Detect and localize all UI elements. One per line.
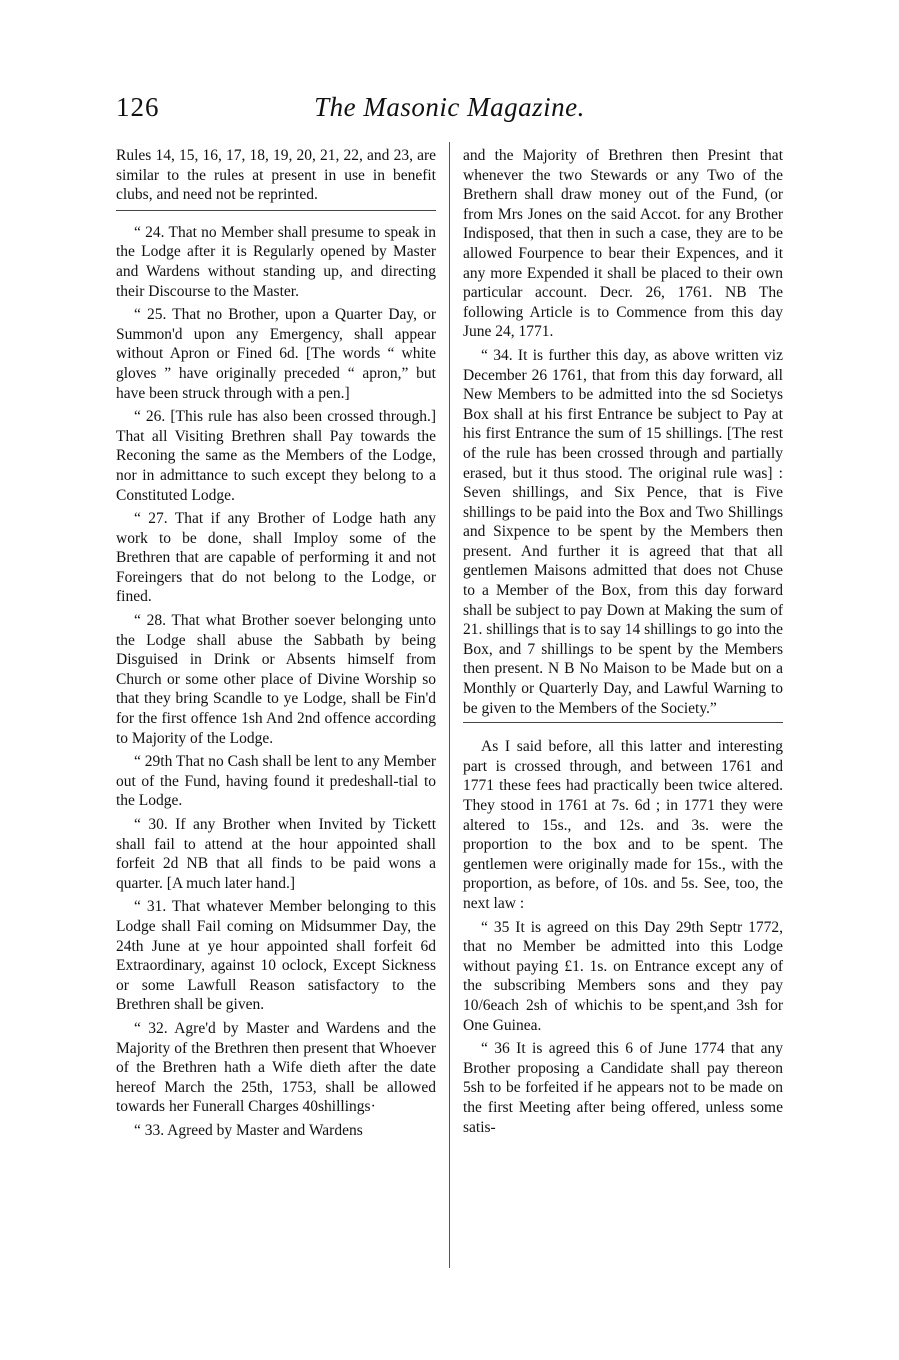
rule-26: “ 26. [This rule has also been crossed through.] That all Visiting Brethren shall Pay towards the Reconing the same as the Members of the Lodge, nor in admittance to such except they belong to a Constituted Lodge. [116,408,436,504]
right-column [463,146,783,1141]
rule-31: “ 31. That whatever Member belonging to this Lodge shall Fail coming on Midsummer Day, the 24th June at ye hour appointed shall forfeit 6d Extraordinary, against 10 oclock, Except Sickness or some Lawfull Reason satisfactory to the Brethren shall be given. [116,898,436,1014]
rule-35: “ 35 It is agreed on this Day 29th Septr 1772, that no Member be admitted into this Lodge without paying £1. 1s. on Entrance except any of the subscribing Members sons and they pay 10/6each 2sh of whichis to be spent,and 3sh for One Guinea. [463,918,783,1034]
rule-36: “ 36 It is agreed this 6 of June 1774 that any Brother proposing a Candidate shall pay thereon 5sh to be forfeited if he appears not to be made on the first Meeting after being offered, unless some satis- [463,1040,783,1136]
rule-29: “ 29th That no Cash shall be lent to any Member out of the Fund, having found it predeshall-tial to the Lodge. [116,753,436,810]
left-column [116,146,436,1145]
rule-32: “ 32. Agre'd by Master and Wardens and the Majority of the Brethren then present that Whoever of the Brethren hath a Wife dieth after the date hereof March the 25th, 1753, shall be allowed towards her Funerall Charges 40shillings· [116,1019,436,1116]
rule-33-continued: and the Majority of Brethren then Presint that whenever the two Stewards or any Two of the Brethern shall draw money out of the Fund, (or from Mrs Jones on the said Accot. for any Brother Indisposed, that then in such a case, they are to be allowed Fourpence to bear their Expences, and it any more Expended it shall be placed to their own particular account. Decr. 26, 1761. NB The following Article is to Commence from this day June 24, 1771. [463,147,783,341]
rule-28: “ 28. That what Brother soever belonging unto the Lodge shall abuse the Sabbath by being Disguised in Drink or Absents himself from Church or some other place of Divine Worship so that they bring Scandle to ye Lodge, shall be Fin'd for the first offence 1sh And 2nd offence according to Majority of the Lodge. [116,612,436,747]
rule-33-start: “ 33. Agreed by Master and Wardens [134,1121,363,1139]
page-number: 126 [116,92,160,122]
section-rule [463,722,783,723]
running-title: The Masonic Magazine. [314,92,585,122]
page-header [0,92,899,136]
rule-34: “ 34. It is further this day, as above written viz December 26 1761, that from this day forward, all New Members to be admitted into the sd Societys Box shall at his first Entrance be subject to Pay at his first Entrance the sum of 15 shillings. [The rest of the rule has been crossed through and partially erased, but it thus stood. The original rule was] : Seven shillings, and Six Pence, that is Five shillings to be paid into the Box and Two Shillings and Sixpence to be spent by the Members then present. And further it is agreed that that all gentlemen Maisons admitted that does not Chuse to a Member of the Box, from this day forward shall be subject to pay Down at Making the sum of 21. shillings that is to say 14 shillings to go into the Box, and 7 shillings to be spent by the Members then present. N B No Maison to be Made but on a Monthly or Quarterly Day, and Lawful Warning to be given to the Members of the Society.” [463,346,783,717]
rule-25: “ 25. That no Brother, upon a Quarter Day, or Summon'd upon any Emergency, shall appear without Apron or Fined 6d. [The words “ white gloves ” have originally preceded “ apron,” but have been struck through with a pen.] [116,306,436,402]
column-divider [449,142,450,1268]
commentary-paragraph: As I said before, all this latter and interesting part is crossed through, and between 1761 and 1771 these fees had practically been twice altered. They stood in 1761 at 7s. 6d ; in 1771 they were altered to 15s., and 12s. and 3s. were the proportion to the box and to be spent. The gentlemen were originally made for 15s., with the proportion, as before, of 10s. and 5s. See, too, the next law : [463,738,783,912]
rule-24: “ 24. That no Member shall presume to speak in the Lodge after it is Regularly opened by Master and Wardens without standing up, and directing their Discourse to the Master. [116,223,436,300]
intro-paragraph: Rules 14, 15, 16, 17, 18, 19, 20, 21, 22, and 23, are similar to the rules at present in use in benefit clubs, and need not be reprinted. [116,147,436,204]
rule-27: “ 27. That if any Brother of Lodge hath any work to be done, shall Imploy some of the Brethren that are capable of performing it and not Foreingers that do not belong to the Lodge, or fined. [116,510,436,606]
section-rule [116,210,436,211]
rule-30: “ 30. If any Brother when Invited by Tickett shall fail to attend at the hour appointed shall forfeit 2d NB that all finds to be paid wons a quarter. [A much later hand.] [116,816,436,892]
